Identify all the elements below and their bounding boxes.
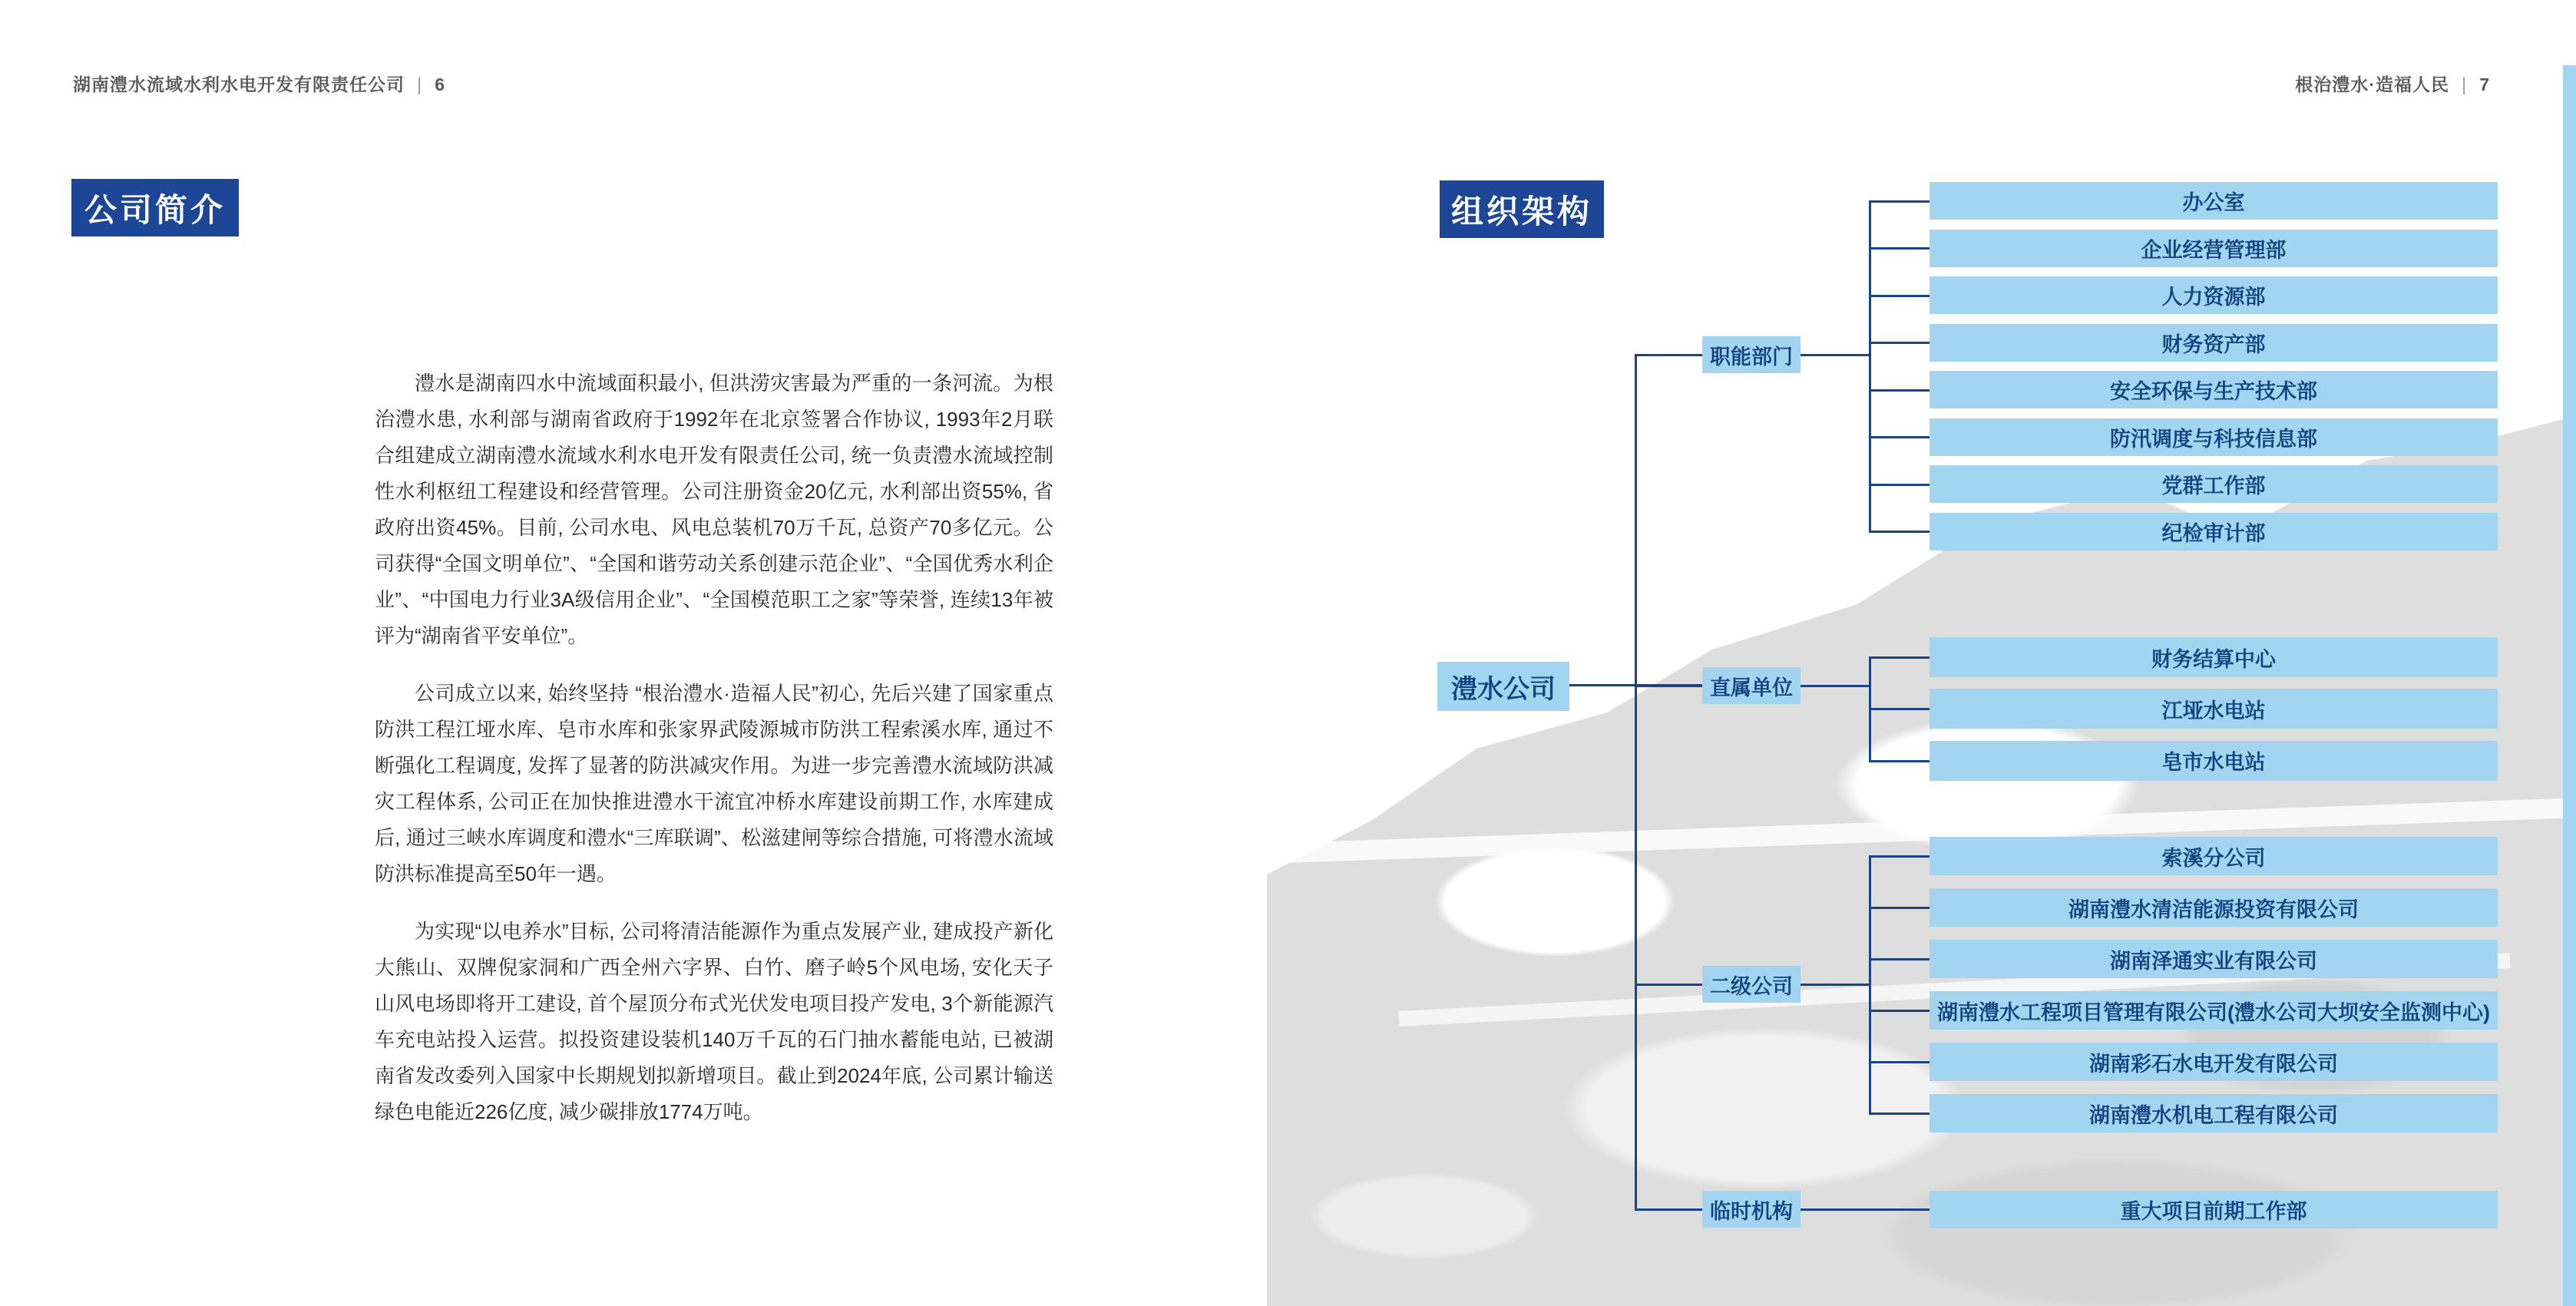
org-leaf-item: 财务资产部	[1930, 324, 2498, 362]
fan-to-leaf-line	[1869, 855, 1930, 858]
fan-to-leaf-line	[1869, 484, 1930, 486]
fan-to-leaf-line	[1869, 389, 1930, 392]
org-leaf-item: 湖南澧水机电工程有限公司	[1930, 1094, 2498, 1132]
org-leaf-item: 江垭水电站	[1930, 689, 2498, 729]
fan-to-leaf-line	[1869, 295, 1930, 297]
paragraph-1: 澧水是湖南四水中流域面积最小, 但洪涝灾害最为严重的一条河流。为根治澧水患, 水利部与湖南省政府于1992年在北京签署合作协议, 1993年2月联合组建成立湖南澧水流域水利水电开发有限责任公司, 统一负责澧水流域控制性水利枢纽工程建设和经营管理。公司注册资金20亿元, 水利部出资55%, 省政府出资45%。目前, 公司水电、风电总装机70万千瓦, 总资产70多亿元。公司获得“全国文明单位”、“全国和谐劳动关系创建示范企业”、“全国优秀水利企业”、“中国电力行业3A级信用企业”、“全国模范职工之家”等荣誉, 连续13年被评为“湖南省平安单位”。	[375, 372, 1053, 647]
org-branch-4: 临时机构	[1702, 1191, 1801, 1228]
trunk-to-branch-line	[1635, 354, 1702, 356]
fan-to-leaf-line	[1869, 436, 1930, 438]
paragraph-2: 公司成立以来, 始终坚持 “根治澧水·造福人民”初心, 先后兴建了国家重点防洪工程江垭水库、皂市水库和张家界武陵源城市防洪工程索溪水库, 通过不断强化工程调度, 发挥了显著的防洪减灾作用。为进一步完善澧水流域防洪减灾工程体系, 公司正在加快推进澧水干流宜冲桥水库建设前期工作, 水库建成后, 通过三峡水库调度和澧水“三库联调”、松滋建闸等综合措施, 可将澧水流域防洪标准提高至50年一遇。	[375, 682, 1053, 885]
page-number-right: 7	[2479, 74, 2490, 94]
fan-to-leaf-line	[1869, 342, 1930, 344]
org-leaf-item: 企业经营管理部	[1930, 230, 2498, 267]
running-head-right	[2295, 71, 2490, 96]
org-leaf-item: 重大项目前期工作部	[1930, 1191, 2498, 1228]
page-number-left: 6	[435, 74, 446, 94]
section-title-company-profile	[71, 179, 239, 236]
org-leaf-item: 湖南泽通实业有限公司	[1930, 940, 2498, 978]
fan-to-leaf-line	[1869, 247, 1930, 250]
fan-to-leaf-line	[1869, 958, 1930, 960]
trunk-to-branch-line	[1635, 1208, 1702, 1211]
branch-to-fan-line	[1801, 984, 1869, 986]
fan-to-leaf-line	[1869, 1061, 1930, 1063]
org-leaf-item: 财务结算中心	[1930, 637, 2498, 677]
fan-line	[1869, 855, 1871, 1115]
org-leaf-item: 人力资源部	[1930, 276, 2498, 314]
company-name: 湖南澧水流域水利水电开发有限责任公司	[73, 74, 405, 94]
fan-to-leaf-line	[1869, 708, 1930, 710]
trunk-to-branch-line	[1635, 685, 1702, 687]
page-edge-strip	[2563, 65, 2576, 1306]
fan-to-leaf-line	[1869, 1010, 1930, 1012]
org-leaf-item: 办公室	[1930, 182, 2498, 220]
running-head-left	[73, 71, 445, 96]
section-title-label: 公司简介	[84, 191, 226, 228]
fan-to-leaf-line	[1869, 760, 1930, 762]
slogan: 根治澧水·造福人民	[2295, 74, 2449, 94]
trunk-to-branch-line	[1635, 984, 1702, 986]
org-leaf-item: 安全环保与生产技术部	[1930, 371, 2498, 408]
branch-to-fan-line	[1801, 685, 1869, 687]
org-leaf-item: 湖南澧水工程项目管理有限公司(澧水公司大坝安全监测中心)	[1930, 991, 2498, 1030]
org-leaf-item: 索溪分公司	[1930, 837, 2498, 875]
fan-to-leaf-line	[1869, 531, 1930, 533]
section-title-label: 组织架构	[1450, 193, 1592, 230]
fan-to-leaf-line	[1869, 907, 1930, 909]
header-separator: |	[417, 74, 423, 95]
org-branch-2: 直属单位	[1702, 667, 1801, 704]
org-branch-3: 二级公司	[1702, 966, 1801, 1003]
org-leaf-item: 湖南彩石水电开发有限公司	[1930, 1043, 2498, 1081]
org-root-leishui-company: 澧水公司	[1437, 662, 1569, 711]
fan-to-leaf-line	[1869, 200, 1930, 203]
branch-to-fan-line	[1801, 354, 1869, 356]
section-title-org-structure	[1440, 180, 1604, 238]
org-leaf-item: 纪检审计部	[1930, 513, 2498, 551]
org-leaf-item: 皂市水电站	[1930, 741, 2498, 781]
org-leaf-item: 党群工作部	[1930, 465, 2498, 503]
trunk-line	[1635, 354, 1637, 1211]
header-separator: |	[2461, 74, 2468, 95]
paragraph-3: 为实现“以电养水”目标, 公司将清洁能源作为重点发展产业, 建成投产新化大熊山、双牌倪家洞和广西全州六字界、白竹、磨子岭5个风电场, 安化天子山风电场即将开工建设, 首个屋顶分布式光伏发电项目投产发电, 3个新能源汽车充电站投入运营。拟投资建设装机140万千瓦的石门抽水蓄能电站, 已被湖南省发改委列入国家中长期规划拟新增项目。截止到2024年底, 公司累计输送绿色电能近226亿度, 减少碳排放1774万吨。	[375, 920, 1053, 1123]
branch-to-leaf-line	[1801, 1208, 1930, 1211]
fan-to-leaf-line	[1869, 1113, 1930, 1115]
org-leaf-item: 防汛调度与科技信息部	[1930, 418, 2498, 456]
fan-to-leaf-line	[1869, 656, 1930, 659]
org-leaf-item: 湖南澧水清洁能源投资有限公司	[1930, 888, 2498, 927]
org-branch-1: 职能部门	[1702, 336, 1801, 373]
